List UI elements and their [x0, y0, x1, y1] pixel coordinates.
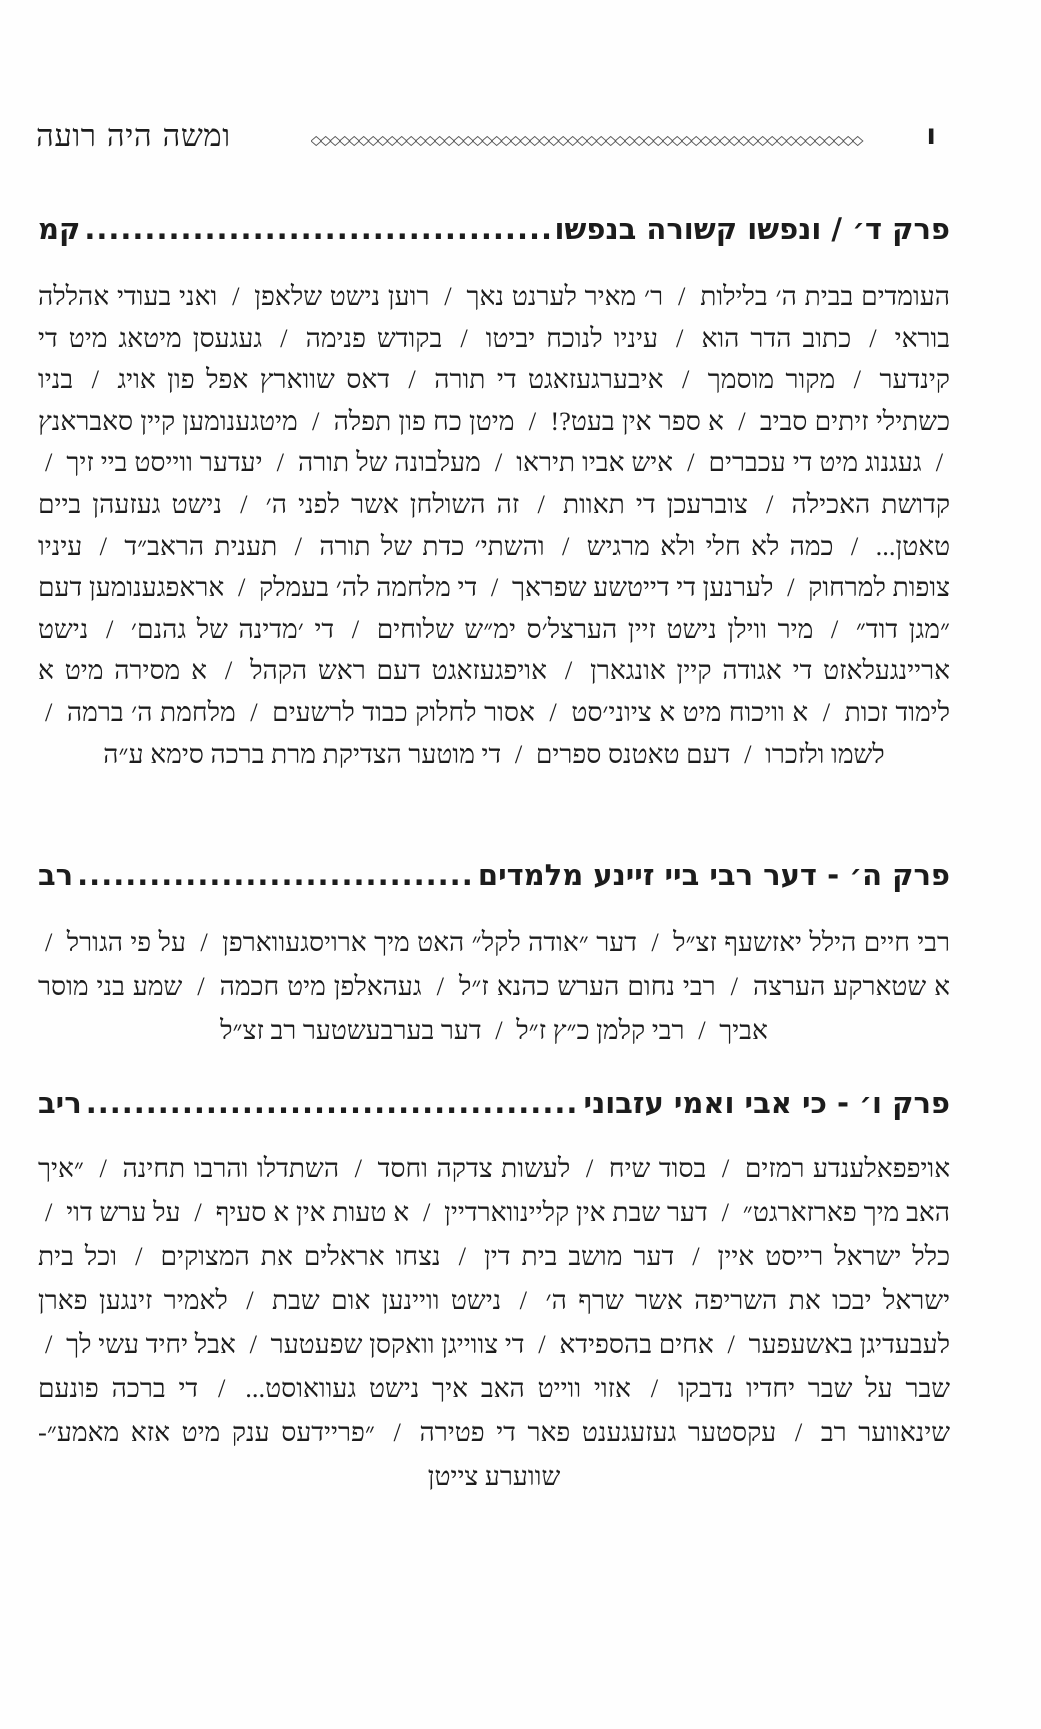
toc-entry: אבל יחיד עשי לך — [66, 1329, 236, 1359]
toc-entry: די צווייגן וואקסן שפעטער — [270, 1329, 525, 1359]
entry-separator: / — [200, 927, 208, 957]
entry-separator: / — [135, 1241, 143, 1271]
entry-separator: / — [549, 696, 557, 727]
entry-separator: / — [99, 1153, 107, 1183]
toc-entry: בקודש פנימה — [305, 322, 443, 353]
toc-entry: ״פריידעס ענק מיט אזא מאמע״- שווערע צייטן — [38, 1417, 561, 1491]
toc-entry: לשמו ולזכרו — [765, 738, 885, 769]
toc-entry: דאס שווארץ אפל פון אויג — [117, 364, 390, 395]
entry-separator: / — [458, 1241, 466, 1271]
entry-separator: / — [249, 1329, 257, 1359]
toc-entry: רבי נחום הערש כהנא ז״ל — [458, 971, 716, 1001]
entry-separator: / — [495, 1015, 503, 1045]
entry-separator: / — [45, 927, 53, 957]
entry-separator: / — [232, 281, 240, 311]
entry-separator: / — [280, 322, 288, 353]
entry-separator: / — [276, 447, 285, 478]
entry-separator: / — [436, 971, 444, 1001]
entry-separator: / — [727, 1329, 735, 1359]
entry-separator: / — [311, 405, 320, 436]
toc-entry: וכל בית ישראל יבכו את השריפה אשר שרף ה׳ — [38, 1241, 951, 1315]
entry-separator: / — [738, 405, 746, 436]
entry-separator: / — [197, 971, 205, 1001]
entry-separator: / — [830, 613, 839, 644]
toc-entry: רבי קלמן כ״ץ ז״ל — [516, 1015, 685, 1045]
entry-separator: / — [45, 447, 53, 478]
entry-separator: / — [250, 696, 258, 727]
toc-entry: בסוד שיח — [608, 1153, 707, 1183]
toc-entry: צוברעכן די תאוות — [562, 488, 748, 519]
toc-entry: שבר על שבר יחדיו נדבקו — [678, 1373, 951, 1403]
entry-separator: / — [351, 613, 360, 644]
toc-entry: והשתי׳ כדת של תורה — [319, 530, 545, 561]
toc-entry: אחים בהספידא — [559, 1329, 714, 1359]
toc-entry: איבערגעזאגט די תורה — [434, 364, 664, 395]
entry-separator: / — [538, 1329, 546, 1359]
toc-entry: על ערש דוי — [66, 1197, 181, 1227]
toc-entry: אסור לחלוק כבוד לרשעים — [272, 696, 535, 727]
entry-separator: / — [99, 530, 108, 561]
toc-entry: מיר ווילן נישט זיין הערצל׳ס ימ״ש שלוחים — [376, 613, 814, 644]
toc-entry: די ברכה פונעם שינאווער רב — [38, 1373, 951, 1447]
entry-separator: / — [766, 488, 774, 519]
entry-separator: / — [561, 530, 570, 561]
chapter-heading — [38, 1086, 950, 1136]
entry-separator: / — [422, 1197, 431, 1227]
entry-separator: / — [794, 1417, 803, 1447]
ornament-divider — [311, 134, 866, 148]
entry-separator: / — [393, 1417, 401, 1447]
entry-separator: / — [869, 322, 877, 353]
entry-separator: / — [681, 364, 690, 395]
running-header — [36, 118, 936, 162]
entry-separator: / — [744, 738, 752, 769]
chapter-contents — [38, 1146, 950, 1498]
toc-entry: זה השולחן אשר לפני ה׳ — [265, 488, 520, 519]
entry-separator: / — [935, 447, 944, 478]
toc-entry: א שטארקע הערצה — [752, 971, 951, 1001]
entry-separator: / — [519, 1285, 528, 1315]
toc-entry: העומדים בבית ה׳ בלילות — [700, 281, 951, 311]
page-number: ו — [926, 118, 936, 151]
toc-entry: עיניו צופות למרחוק — [38, 530, 951, 603]
toc-entry: מיטגענומען קיין סאבראנץ — [38, 405, 298, 436]
entry-separator: / — [194, 1197, 202, 1227]
entry-separator: / — [444, 281, 452, 311]
entry-separator: / — [687, 447, 695, 478]
toc-entry: לעשות צדקה וחסד — [377, 1153, 571, 1183]
toc-entry: אויפפאלענדע רמזים — [744, 1153, 951, 1183]
entry-separator: / — [585, 1153, 594, 1183]
entry-separator: / — [246, 1285, 254, 1315]
entry-separator: / — [676, 322, 684, 353]
entry-separator: / — [91, 364, 99, 395]
toc-entry: ר׳ מאיר לערנט נאך — [466, 281, 664, 311]
toc-entry: געגנוג מיט די עכברים — [708, 447, 922, 478]
entry-separator: / — [237, 572, 246, 603]
toc-entry: מעלבונה של תורה — [298, 447, 481, 478]
toc-entry: עקסטער געזעגענט פאר די פטירה — [419, 1417, 777, 1447]
entry-separator: / — [45, 696, 53, 727]
toc-entry: נישט וויינען אום שבת — [271, 1285, 502, 1315]
chapter-section — [38, 212, 950, 775]
toc-entry: מקור מוסמך — [707, 364, 836, 395]
toc-entry: אזוי ווייט האב איך נישט געוואוסט... — [245, 1373, 631, 1403]
entry-separator: / — [721, 1153, 730, 1183]
toc-entry: מיטן כח פון תפלה — [333, 405, 515, 436]
entry-separator: / — [730, 971, 739, 1001]
entry-separator: / — [240, 488, 248, 519]
toc-entry: די מלחמה לה׳ בעמלק — [258, 572, 478, 603]
entry-separator: / — [460, 322, 468, 353]
chapter-section — [38, 858, 950, 1052]
toc-entry: אויפגעזאגט דעם ראש הקהל — [250, 655, 547, 686]
toc-entry: תענית הראב״ד — [124, 530, 278, 561]
chapter-heading — [38, 212, 950, 262]
toc-entry: דעם טאטנס ספרים — [535, 738, 731, 769]
toc-entry: רבי חיים הילל יאזשעף זצ״ל — [673, 927, 951, 957]
entry-separator: / — [528, 405, 537, 436]
chapter-contents — [38, 920, 950, 1052]
toc-entry: יעדער ווייסט ביי זיך — [66, 447, 263, 478]
toc-entry: כתוב הדר הוא — [701, 322, 852, 353]
toc-entry: די ׳מדינה של גהנם׳ — [130, 613, 335, 644]
toc-entry: אראפגענומען דעם ״מגן דוד״ — [38, 572, 951, 644]
chapter-page-ref: ריב — [38, 1086, 82, 1120]
toc-entry: מלחמת ה׳ ברמה — [66, 696, 236, 727]
toc-entry: כמה לא חלי ולא מרגיש — [586, 530, 834, 561]
entry-separator: / — [514, 738, 523, 769]
entry-separator: / — [494, 447, 503, 478]
entry-separator: / — [650, 1373, 659, 1403]
entry-separator: / — [698, 1015, 706, 1045]
toc-entry: געגעסן מיטאג מיט די קינדער — [38, 322, 950, 395]
entry-separator: / — [721, 1197, 729, 1227]
toc-entry: דער בערבעשטער רב זצ״ל — [220, 1015, 482, 1045]
toc-entry: קדושת האכילה — [791, 488, 951, 519]
toc-entry: נצחו אראלים את המצוקים — [160, 1241, 441, 1271]
entry-separator: / — [564, 655, 573, 686]
toc-entry: א וויכוח מיט א ציוני׳סט — [571, 696, 809, 727]
chapter-title: פרק ו׳ - כי אבי ואמי עזבוני — [583, 1086, 950, 1120]
chapter-contents — [38, 276, 950, 775]
chapter-title: פרק ה׳ - דער רבי ביי זיינע מלמדים — [477, 858, 950, 892]
toc-entry: בניו כשתילי זיתים סביב — [38, 364, 951, 436]
toc-entry: עיניו לנוכח יביטו — [485, 322, 658, 353]
entry-separator: / — [853, 364, 862, 395]
entry-separator: / — [822, 696, 831, 727]
entry-separator: / — [224, 655, 233, 686]
toc-entry: דער ״אודה לקל״ האט מיך ארויסגעווארפן — [222, 927, 637, 957]
chapter-title: פרק ד׳ / ונפשו קשורה בנפשו — [554, 212, 950, 246]
toc-entry: א מסירה מיט א לימוד זכות — [38, 655, 951, 727]
entry-separator: / — [651, 927, 659, 957]
entry-separator: / — [692, 1241, 700, 1271]
toc-entry: דער שבת אין קליינווארדיין — [444, 1197, 708, 1227]
toc-entry: איש אביו תיראו — [516, 447, 674, 478]
toc-entry: ואני בעודי אהללה בוראי — [38, 281, 951, 353]
toc-entry: לערנען די דייטשע שפראך — [511, 572, 774, 603]
entry-separator: / — [45, 1197, 53, 1227]
toc-entry: נישט אריינגעלאזט די אגודה קיין אונגארן — [38, 613, 951, 686]
chapter-heading — [38, 858, 950, 908]
dot-leader — [77, 858, 474, 892]
entry-separator: / — [45, 1329, 53, 1359]
toc-entry: א טעות אין א סעיף — [215, 1197, 410, 1227]
chapter-page-ref: קמ — [38, 212, 81, 246]
toc-entry: שמע בני מוסר אביך — [38, 971, 768, 1045]
entry-separator: / — [218, 1373, 226, 1403]
toc-entry: כלל ישראל רייסט איין — [717, 1241, 951, 1271]
toc-entry: השתדלו והרבו תחינה — [122, 1153, 340, 1183]
entry-separator: / — [490, 572, 499, 603]
toc-entry: לאמיר זינגען פארן לעבעדיגן באשעפער — [38, 1285, 951, 1359]
toc-entry: רוען נישט שלאפן — [254, 281, 430, 311]
chapter-page-ref: רב — [38, 858, 74, 892]
toc-entry: על פי הגורל — [66, 927, 186, 957]
entry-separator: / — [294, 530, 303, 561]
toc-entry: געהאלפן מיט חכמה — [219, 971, 422, 1001]
toc-entry: די מוטער הצדיקת מרת ברכה סימא ע״ה — [103, 738, 502, 769]
entry-separator: / — [787, 572, 795, 603]
dot-leader — [84, 212, 550, 246]
entry-separator: / — [354, 1153, 363, 1183]
toc-entry: א ספר אין בעט?! — [550, 405, 724, 436]
toc-entry: דער מושב בית דין — [484, 1241, 675, 1271]
book-title: ומשה היה רועה — [36, 118, 231, 154]
entry-separator: / — [537, 488, 545, 519]
entry-separator: / — [105, 613, 114, 644]
toc-entry: נישט געזעהן ביים טאטן... — [38, 488, 951, 561]
chapter-section — [38, 1086, 950, 1498]
entry-separator: / — [850, 530, 859, 561]
entry-separator: / — [678, 281, 686, 311]
entry-separator: / — [408, 364, 416, 395]
dot-leader — [86, 1086, 580, 1120]
toc-entry: ״איך האב מיך פארזארגט״ — [38, 1153, 951, 1227]
